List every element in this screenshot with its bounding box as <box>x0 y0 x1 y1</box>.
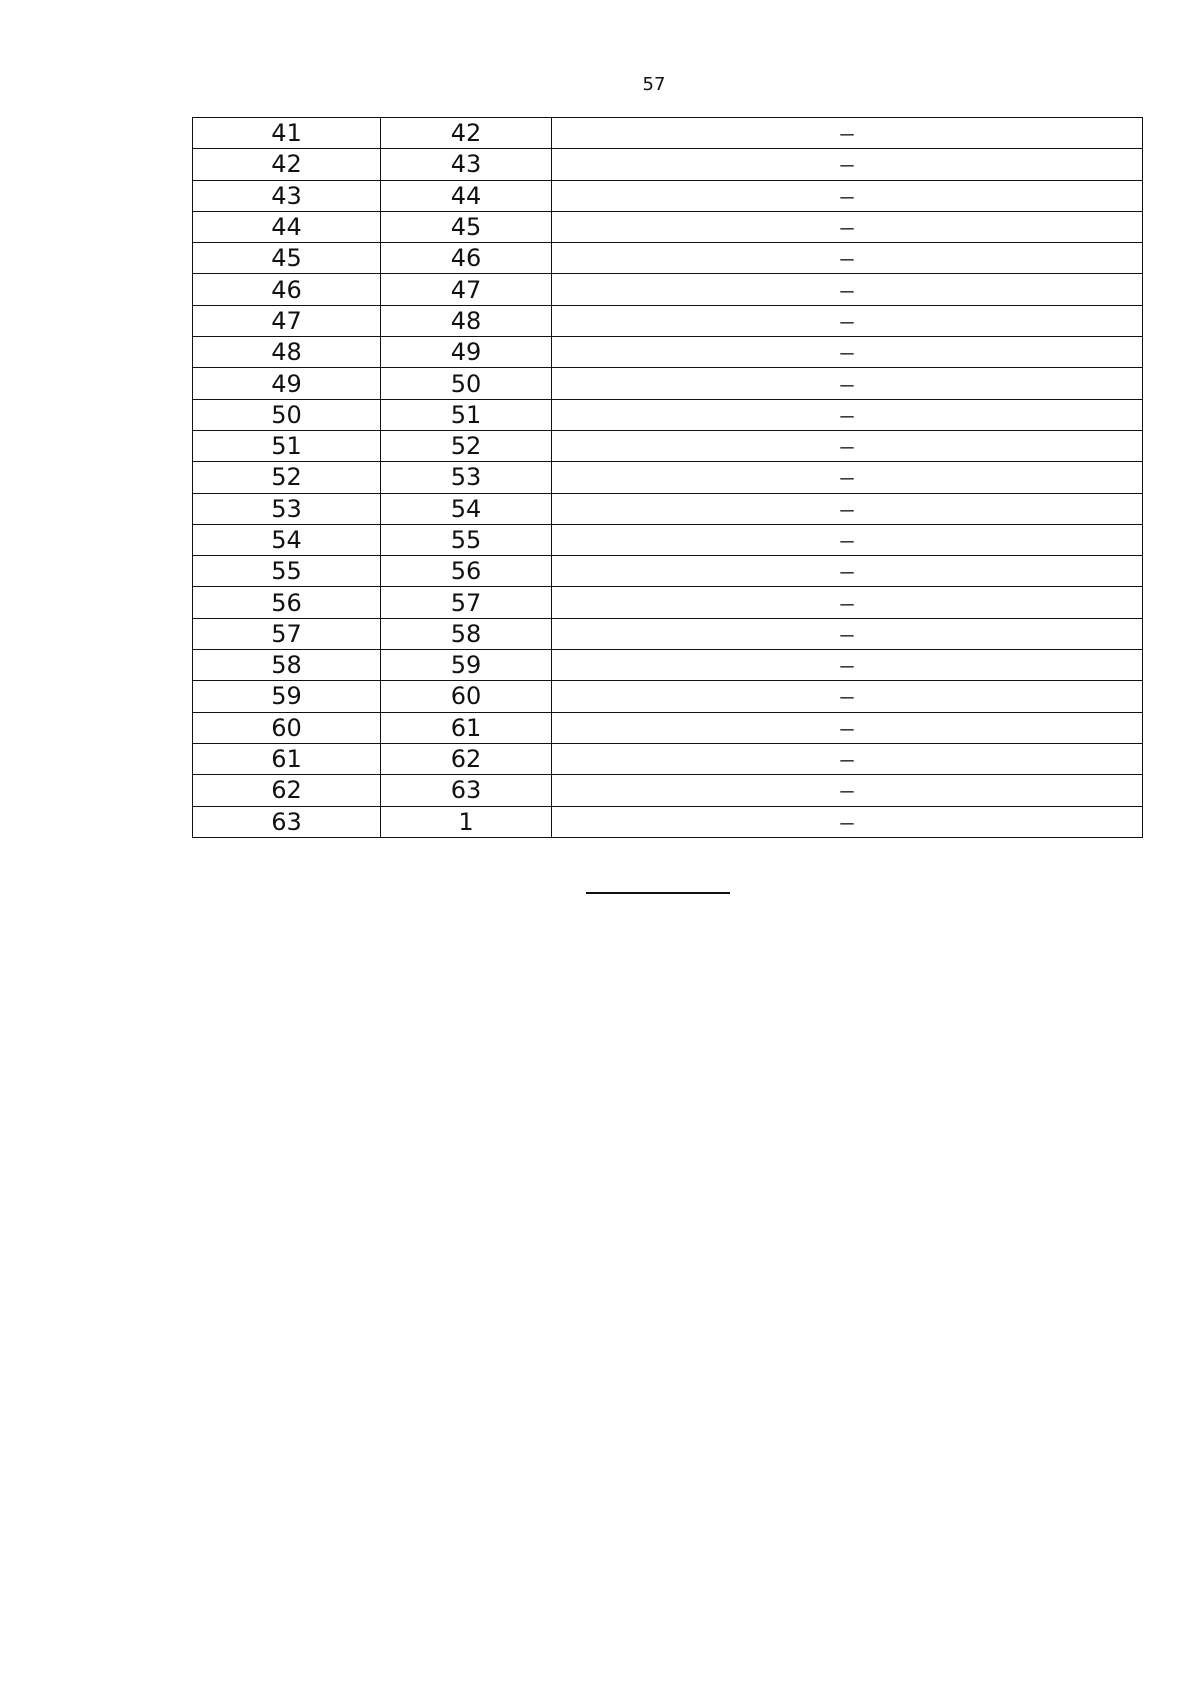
table-cell-number: 50 <box>381 368 552 399</box>
table-row <box>193 430 1143 461</box>
table-cell-dash: – <box>552 712 1143 743</box>
table-cell-number: 43 <box>193 180 381 211</box>
table-cell-dash: – <box>552 180 1143 211</box>
table-cell-number: 52 <box>381 430 552 461</box>
table-row <box>193 806 1143 837</box>
table-cell-number: 51 <box>381 399 552 430</box>
table-cell-number: 41 <box>193 118 381 149</box>
table-row <box>193 712 1143 743</box>
table-cell-number: 62 <box>381 743 552 774</box>
table-cell-dash: – <box>552 337 1143 368</box>
table-cell-number: 63 <box>381 775 552 806</box>
table-cell-number: 56 <box>381 556 552 587</box>
table-cell-number: 57 <box>381 587 552 618</box>
table-row <box>193 243 1143 274</box>
table-cell-number: 44 <box>381 180 552 211</box>
table-cell-number: 55 <box>381 524 552 555</box>
table-row <box>193 556 1143 587</box>
table-cell-number: 49 <box>381 337 552 368</box>
table-cell-number: 61 <box>193 743 381 774</box>
table-cell-number: 62 <box>193 775 381 806</box>
table-cell-number: 52 <box>193 462 381 493</box>
table-row <box>193 368 1143 399</box>
table-cell-number: 44 <box>193 211 381 242</box>
table-row <box>193 462 1143 493</box>
table-cell-number: 46 <box>381 243 552 274</box>
table-row <box>193 587 1143 618</box>
table-cell-dash: – <box>552 211 1143 242</box>
table-cell-number: 57 <box>193 618 381 649</box>
table-row <box>193 650 1143 681</box>
table-cell-number: 54 <box>381 493 552 524</box>
table-cell-dash: – <box>552 243 1143 274</box>
table-cell-dash: – <box>552 650 1143 681</box>
table-cell-number: 54 <box>193 524 381 555</box>
table-row <box>193 618 1143 649</box>
table-cell-number: 47 <box>381 274 552 305</box>
table-cell-dash: – <box>552 305 1143 336</box>
table-cell-number: 60 <box>193 712 381 743</box>
table-row <box>193 305 1143 336</box>
table-cell-dash: – <box>552 399 1143 430</box>
table-cell-number: 58 <box>381 618 552 649</box>
table-row <box>193 493 1143 524</box>
table-cell-number: 53 <box>193 493 381 524</box>
table-cell-dash: – <box>552 681 1143 712</box>
table-row <box>193 180 1143 211</box>
table-row <box>193 337 1143 368</box>
table-row <box>193 775 1143 806</box>
table-cell-dash: – <box>552 368 1143 399</box>
table-cell-number: 42 <box>381 118 552 149</box>
table-row <box>193 399 1143 430</box>
table-cell-dash: – <box>552 806 1143 837</box>
table-cell-dash: – <box>552 556 1143 587</box>
table-cell-number: 48 <box>381 305 552 336</box>
table-cell-number: 63 <box>193 806 381 837</box>
table-cell-number: 42 <box>193 149 381 180</box>
table-cell-dash: – <box>552 149 1143 180</box>
table-cell-dash: – <box>552 493 1143 524</box>
table-cell-dash: – <box>552 618 1143 649</box>
table-cell-dash: – <box>552 743 1143 774</box>
table-cell-dash: – <box>552 587 1143 618</box>
table-cell-number: 59 <box>193 681 381 712</box>
table-cell-dash: – <box>552 775 1143 806</box>
table-cell-dash: – <box>552 274 1143 305</box>
table-cell-number: 58 <box>193 650 381 681</box>
table-cell-number: 61 <box>381 712 552 743</box>
table-row <box>193 118 1143 149</box>
table-cell-dash: – <box>552 430 1143 461</box>
table-cell-number: 49 <box>193 368 381 399</box>
table-row <box>193 274 1143 305</box>
table-cell-number: 47 <box>193 305 381 336</box>
table-cell-number: 43 <box>381 149 552 180</box>
table-cell-dash: – <box>552 118 1143 149</box>
table-row <box>193 743 1143 774</box>
page-number: 57 <box>642 74 666 95</box>
table-cell-number: 55 <box>193 556 381 587</box>
table-body <box>193 118 1143 838</box>
table-row <box>193 149 1143 180</box>
table-cell-number: 56 <box>193 587 381 618</box>
table-row <box>193 681 1143 712</box>
data-table <box>192 117 1143 838</box>
table-cell-number: 50 <box>193 399 381 430</box>
table-cell-dash: – <box>552 524 1143 555</box>
table-row <box>193 524 1143 555</box>
table-cell-number: 1 <box>381 806 552 837</box>
table-cell-number: 45 <box>381 211 552 242</box>
table-cell-number: 59 <box>381 650 552 681</box>
table-cell-number: 45 <box>193 243 381 274</box>
table-cell-number: 48 <box>193 337 381 368</box>
table-cell-number: 53 <box>381 462 552 493</box>
table-cell-number: 60 <box>381 681 552 712</box>
table-row <box>193 211 1143 242</box>
separator-line <box>586 892 730 894</box>
table-cell-dash: – <box>552 462 1143 493</box>
table-cell-number: 51 <box>193 430 381 461</box>
table-cell-number: 46 <box>193 274 381 305</box>
